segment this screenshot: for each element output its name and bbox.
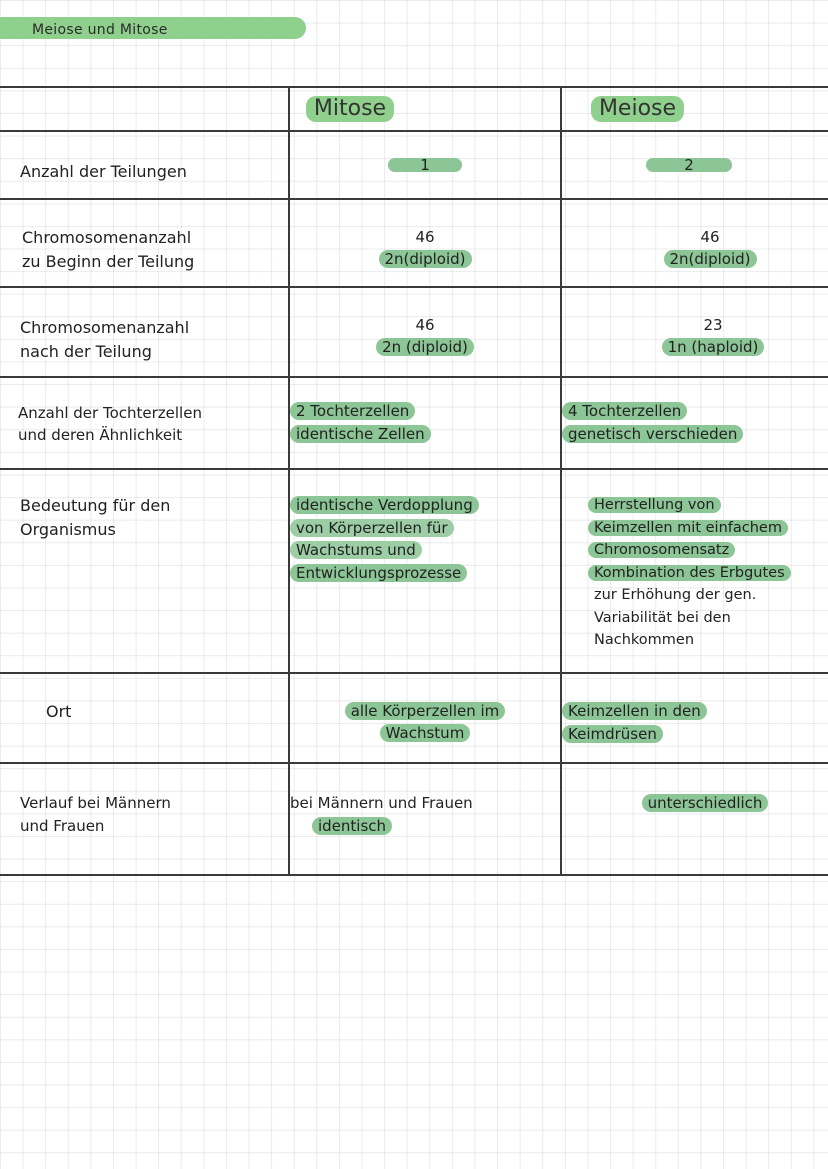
table-row [0,673,828,763]
table-row [0,287,828,377]
table-row [0,763,828,875]
row-label: Chromosomenanzahl zu Beginn der Teilung [0,199,289,287]
header-mitose: Mitose [289,87,561,131]
mitose-cell [289,131,561,199]
meiose-cell: Herrstellung von Keimzellen mit einfachem Chromosomensatz Kombination des Erbgutes zur Erhöhung der gen. Variabilität bei den Nachkommen [561,469,828,673]
meiose-cell: unterschiedlich [561,763,828,875]
header-meiose: Meiose [561,87,828,131]
meiose-cell: 46 2n(diploid) [561,199,828,287]
meiose-cell: 23 1n (haploid) [561,287,828,377]
row-label: Bedeutung für den Organismus [0,469,289,673]
mitose-cell: alle Körperzellen im Wachstum [289,673,561,763]
row-label: Chromosomenanzahl nach der Teilung [0,287,289,377]
mitose-cell: 46 2n(diploid) [289,199,561,287]
comparison-table [0,86,828,876]
table-row [0,199,828,287]
row-label: Verlauf bei Männern und Frauen [0,763,289,875]
page-title: Meiose und Mitose [32,22,168,38]
row-label: Ort [0,673,289,763]
mitose-cell: bei Männern und Frauen identisch [289,763,561,875]
row-label: Anzahl der Tochterzellen und deren Ähnlichkeit [0,377,289,469]
mitose-cell: identische Verdopplung von Körperzellen für Wachstums und Entwicklungsprozesse [289,469,561,673]
table-row [0,469,828,673]
table-row [0,131,828,199]
table-row [0,377,828,469]
mitose-value: 1 [388,158,462,172]
meiose-cell [561,131,828,199]
meiose-value: 2 [646,158,732,172]
meiose-cell: Keimzellen in den Keimdrüsen [561,673,828,763]
meiose-cell: 4 Tochterzellen genetisch verschieden [561,377,828,469]
header-row [0,87,828,131]
row-label: Anzahl der Teilungen [0,131,289,199]
mitose-cell: 2 Tochterzellen identische Zellen [289,377,561,469]
header-empty [0,87,289,131]
mitose-cell: 46 2n (diploid) [289,287,561,377]
